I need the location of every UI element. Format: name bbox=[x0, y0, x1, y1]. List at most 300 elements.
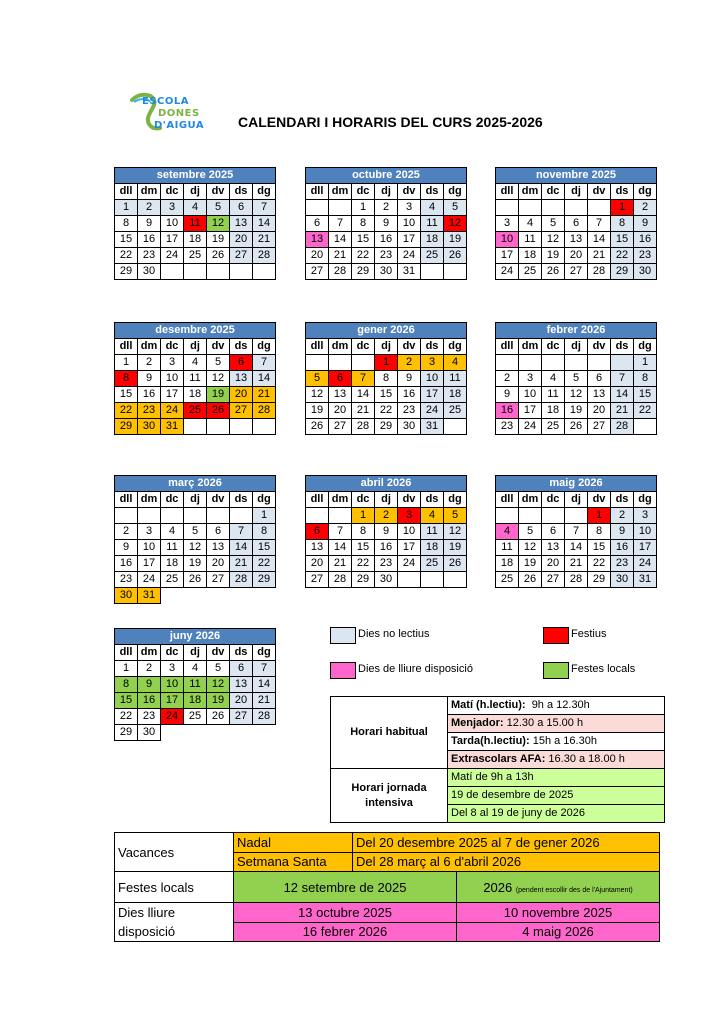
day-cell bbox=[161, 264, 184, 280]
day-cell: 13 bbox=[306, 540, 329, 556]
day-cell: 20 bbox=[329, 403, 352, 419]
weekday-header: dm bbox=[329, 184, 352, 200]
day-cell: 4 bbox=[542, 371, 565, 387]
day-cell: 1 bbox=[115, 355, 138, 371]
day-cell: 24 bbox=[161, 248, 184, 264]
day-cell: 15 bbox=[115, 387, 138, 403]
day-cell: 17 bbox=[161, 693, 184, 709]
day-cell: 22 bbox=[352, 248, 375, 264]
day-cell: 25 bbox=[444, 403, 467, 419]
weekday-header: dg bbox=[253, 645, 276, 661]
day-cell: 10 bbox=[398, 216, 421, 232]
day-cell bbox=[115, 508, 138, 524]
day-cell: 29 bbox=[115, 725, 138, 741]
weekday-header: dv bbox=[398, 339, 421, 355]
day-cell: 30 bbox=[115, 588, 138, 604]
day-cell: 29 bbox=[115, 264, 138, 280]
day-cell: 22 bbox=[611, 248, 634, 264]
day-cell: 1 bbox=[634, 355, 657, 371]
month-calendar bbox=[114, 322, 276, 435]
day-cell: 8 bbox=[375, 371, 398, 387]
day-cell: 20 bbox=[207, 556, 230, 572]
day-cell: 4 bbox=[421, 200, 444, 216]
day-cell: 16 bbox=[634, 232, 657, 248]
day-cell bbox=[565, 200, 588, 216]
day-cell: 26 bbox=[565, 419, 588, 435]
horari-intensiva-label: Horari jornada intensiva bbox=[331, 769, 448, 823]
day-cell: 16 bbox=[138, 232, 161, 248]
day-cell bbox=[565, 508, 588, 524]
day-cell: 5 bbox=[565, 371, 588, 387]
summary-table bbox=[114, 832, 660, 942]
day-cell: 21 bbox=[352, 403, 375, 419]
weekday-header: ds bbox=[230, 184, 253, 200]
lliure-1: 13 octubre 2025 bbox=[234, 903, 457, 923]
weekday-header: ds bbox=[421, 339, 444, 355]
day-cell: 21 bbox=[588, 248, 611, 264]
day-cell bbox=[329, 200, 352, 216]
day-cell: 17 bbox=[161, 387, 184, 403]
day-cell: 22 bbox=[352, 556, 375, 572]
weekday-header: ds bbox=[611, 339, 634, 355]
day-cell: 23 bbox=[634, 248, 657, 264]
weekday-header: dm bbox=[329, 339, 352, 355]
day-cell: 20 bbox=[565, 248, 588, 264]
month-calendar bbox=[114, 628, 276, 741]
legend-label-lliure: Dies de lliure disposició bbox=[358, 663, 473, 675]
weekday-header: dm bbox=[138, 339, 161, 355]
day-cell bbox=[207, 264, 230, 280]
weekday-header: dm bbox=[138, 645, 161, 661]
day-cell: 23 bbox=[138, 709, 161, 725]
day-cell: 23 bbox=[375, 248, 398, 264]
weekday-header: dc bbox=[542, 492, 565, 508]
weekday-header: dj bbox=[184, 645, 207, 661]
day-cell: 18 bbox=[184, 232, 207, 248]
day-cell: 27 bbox=[230, 709, 253, 725]
day-cell: 6 bbox=[306, 216, 329, 232]
day-cell: 23 bbox=[115, 572, 138, 588]
day-cell: 12 bbox=[207, 216, 230, 232]
intensiva-1: Matí de 9h a 13h bbox=[448, 769, 665, 787]
day-cell: 19 bbox=[207, 387, 230, 403]
month-title: gener 2026 bbox=[306, 323, 467, 339]
month-title: octubre 2025 bbox=[306, 168, 467, 184]
day-cell: 13 bbox=[230, 677, 253, 693]
month-calendar bbox=[305, 167, 467, 280]
day-cell: 1 bbox=[352, 200, 375, 216]
day-cell: 7 bbox=[253, 355, 276, 371]
day-cell: 15 bbox=[115, 232, 138, 248]
day-cell: 17 bbox=[398, 232, 421, 248]
day-cell: 16 bbox=[138, 387, 161, 403]
day-cell: 29 bbox=[588, 572, 611, 588]
day-cell: 12 bbox=[306, 387, 329, 403]
legend-label-festius: Festius bbox=[571, 628, 607, 640]
day-cell: 25 bbox=[184, 248, 207, 264]
day-cell: 4 bbox=[421, 508, 444, 524]
day-cell: 26 bbox=[184, 572, 207, 588]
day-cell: 6 bbox=[230, 661, 253, 677]
month-title: març 2026 bbox=[115, 476, 276, 492]
day-cell: 24 bbox=[398, 248, 421, 264]
day-cell bbox=[306, 200, 329, 216]
intensiva-3: Del 8 al 19 de juny de 2026 bbox=[448, 805, 665, 823]
day-cell: 1 bbox=[352, 508, 375, 524]
day-cell: 18 bbox=[542, 403, 565, 419]
weekday-header: dv bbox=[588, 492, 611, 508]
day-cell: 11 bbox=[542, 387, 565, 403]
weekday-header: dg bbox=[253, 339, 276, 355]
day-cell: 14 bbox=[588, 232, 611, 248]
day-cell: 22 bbox=[588, 556, 611, 572]
weekday-header: dc bbox=[542, 184, 565, 200]
day-cell: 1 bbox=[115, 200, 138, 216]
day-cell: 2 bbox=[398, 355, 421, 371]
day-cell: 25 bbox=[542, 419, 565, 435]
horari-habitual-label: Horari habitual bbox=[331, 697, 448, 769]
day-cell: 19 bbox=[542, 248, 565, 264]
day-cell: 30 bbox=[375, 264, 398, 280]
day-cell: 16 bbox=[375, 540, 398, 556]
legend-label-no-lectius: Dies no lectius bbox=[358, 628, 430, 640]
day-cell: 18 bbox=[161, 556, 184, 572]
weekday-header: dc bbox=[161, 645, 184, 661]
day-cell: 11 bbox=[519, 232, 542, 248]
day-cell: 6 bbox=[230, 355, 253, 371]
day-cell: 10 bbox=[138, 540, 161, 556]
weekday-header: ds bbox=[421, 184, 444, 200]
day-cell: 18 bbox=[444, 387, 467, 403]
weekday-header: dj bbox=[184, 339, 207, 355]
day-cell: 3 bbox=[161, 200, 184, 216]
horari-menjador bbox=[448, 715, 665, 733]
day-cell: 12 bbox=[565, 387, 588, 403]
day-cell: 5 bbox=[542, 216, 565, 232]
month-calendar bbox=[495, 322, 657, 435]
day-cell: 17 bbox=[421, 387, 444, 403]
day-cell: 28 bbox=[230, 572, 253, 588]
day-cell: 3 bbox=[496, 216, 519, 232]
day-cell: 8 bbox=[115, 216, 138, 232]
day-cell: 2 bbox=[634, 200, 657, 216]
weekday-header: dll bbox=[115, 184, 138, 200]
day-cell: 7 bbox=[611, 371, 634, 387]
day-cell bbox=[184, 264, 207, 280]
day-cell: 9 bbox=[398, 371, 421, 387]
day-cell: 3 bbox=[138, 524, 161, 540]
day-cell bbox=[421, 264, 444, 280]
day-cell: 1 bbox=[253, 508, 276, 524]
day-cell: 29 bbox=[611, 264, 634, 280]
day-cell: 3 bbox=[519, 371, 542, 387]
day-cell: 11 bbox=[184, 677, 207, 693]
day-cell: 28 bbox=[253, 403, 276, 419]
day-cell bbox=[398, 572, 421, 588]
festes-local-1: 12 setembre de 2025 bbox=[234, 872, 457, 903]
day-cell bbox=[230, 419, 253, 435]
day-cell: 30 bbox=[138, 264, 161, 280]
day-cell: 6 bbox=[306, 524, 329, 540]
day-cell: 3 bbox=[161, 661, 184, 677]
day-cell: 10 bbox=[519, 387, 542, 403]
day-cell: 19 bbox=[444, 232, 467, 248]
legend-swatch-festius bbox=[543, 627, 569, 644]
day-cell bbox=[444, 572, 467, 588]
day-cell: 11 bbox=[496, 540, 519, 556]
day-cell: 14 bbox=[253, 677, 276, 693]
day-cell: 22 bbox=[253, 556, 276, 572]
school-logo bbox=[130, 92, 214, 136]
weekday-header: dc bbox=[352, 339, 375, 355]
day-cell: 22 bbox=[375, 403, 398, 419]
day-cell: 4 bbox=[184, 661, 207, 677]
day-cell bbox=[542, 200, 565, 216]
day-cell: 15 bbox=[375, 387, 398, 403]
day-cell: 4 bbox=[184, 200, 207, 216]
day-cell bbox=[634, 419, 657, 435]
day-cell: 13 bbox=[542, 540, 565, 556]
day-cell: 6 bbox=[230, 200, 253, 216]
day-cell: 30 bbox=[138, 419, 161, 435]
weekday-header: dll bbox=[115, 339, 138, 355]
weekday-header: dll bbox=[496, 184, 519, 200]
day-cell: 15 bbox=[253, 540, 276, 556]
day-cell: 25 bbox=[519, 264, 542, 280]
day-cell: 29 bbox=[253, 572, 276, 588]
weekday-header: dc bbox=[161, 492, 184, 508]
day-cell: 26 bbox=[306, 419, 329, 435]
day-cell: 3 bbox=[634, 508, 657, 524]
nadal-dates: Del 20 desembre 2025 al 7 de gener 2026 bbox=[353, 833, 660, 853]
extra-label: Extrascolars AFA: bbox=[451, 753, 546, 765]
day-cell: 24 bbox=[519, 419, 542, 435]
weekday-header: dll bbox=[115, 645, 138, 661]
weekday-header: dj bbox=[375, 339, 398, 355]
month-calendar bbox=[495, 475, 657, 588]
weekday-header: ds bbox=[230, 492, 253, 508]
day-cell bbox=[306, 355, 329, 371]
weekday-header: dg bbox=[253, 492, 276, 508]
day-cell: 3 bbox=[398, 200, 421, 216]
day-cell: 5 bbox=[519, 524, 542, 540]
day-cell: 2 bbox=[496, 371, 519, 387]
day-cell: 9 bbox=[375, 216, 398, 232]
day-cell: 1 bbox=[115, 661, 138, 677]
day-cell: 19 bbox=[444, 540, 467, 556]
day-cell: 15 bbox=[634, 387, 657, 403]
day-cell: 27 bbox=[230, 403, 253, 419]
month-title: desembre 2025 bbox=[115, 323, 276, 339]
tarda-label: Tarda(h.lectiu): bbox=[451, 735, 530, 747]
day-cell: 10 bbox=[398, 524, 421, 540]
weekday-header: ds bbox=[230, 339, 253, 355]
day-cell: 28 bbox=[588, 264, 611, 280]
day-cell: 16 bbox=[496, 403, 519, 419]
day-cell: 20 bbox=[306, 556, 329, 572]
day-cell: 2 bbox=[375, 508, 398, 524]
day-cell bbox=[184, 508, 207, 524]
day-cell: 20 bbox=[230, 693, 253, 709]
month-title: setembre 2025 bbox=[115, 168, 276, 184]
day-cell: 7 bbox=[253, 661, 276, 677]
day-cell: 19 bbox=[306, 403, 329, 419]
day-cell: 17 bbox=[496, 248, 519, 264]
day-cell: 22 bbox=[115, 709, 138, 725]
day-cell: 10 bbox=[496, 232, 519, 248]
day-cell: 9 bbox=[138, 677, 161, 693]
day-cell: 27 bbox=[230, 248, 253, 264]
day-cell: 22 bbox=[634, 403, 657, 419]
lliure-4: 4 maig 2026 bbox=[457, 922, 660, 942]
horari-extra bbox=[448, 751, 665, 769]
day-cell: 31 bbox=[161, 419, 184, 435]
day-cell: 8 bbox=[588, 524, 611, 540]
weekday-header: dc bbox=[161, 339, 184, 355]
weekday-header: dv bbox=[588, 184, 611, 200]
day-cell: 24 bbox=[398, 556, 421, 572]
weekday-header: dv bbox=[588, 339, 611, 355]
weekday-header: dj bbox=[375, 184, 398, 200]
day-cell: 24 bbox=[161, 709, 184, 725]
day-cell bbox=[161, 508, 184, 524]
day-cell: 28 bbox=[565, 572, 588, 588]
day-cell: 23 bbox=[611, 556, 634, 572]
month-calendar bbox=[114, 167, 276, 280]
day-cell: 20 bbox=[230, 232, 253, 248]
day-cell: 16 bbox=[115, 556, 138, 572]
day-cell: 25 bbox=[184, 403, 207, 419]
day-cell: 15 bbox=[115, 693, 138, 709]
day-cell: 5 bbox=[444, 508, 467, 524]
day-cell: 24 bbox=[496, 264, 519, 280]
day-cell: 6 bbox=[542, 524, 565, 540]
day-cell: 25 bbox=[496, 572, 519, 588]
weekday-header: dll bbox=[496, 339, 519, 355]
festes-local-2-note: (pendent escollir des de l'Ajuntament) bbox=[515, 886, 633, 894]
day-cell: 14 bbox=[611, 387, 634, 403]
weekday-header: dv bbox=[207, 645, 230, 661]
day-cell bbox=[184, 419, 207, 435]
day-cell: 5 bbox=[306, 371, 329, 387]
day-cell: 27 bbox=[306, 264, 329, 280]
weekday-header: dc bbox=[542, 339, 565, 355]
day-cell: 19 bbox=[565, 403, 588, 419]
day-cell bbox=[207, 508, 230, 524]
weekday-header: dll bbox=[496, 492, 519, 508]
day-cell bbox=[542, 508, 565, 524]
weekday-header: dll bbox=[306, 184, 329, 200]
weekday-header: dll bbox=[115, 492, 138, 508]
day-cell: 13 bbox=[329, 387, 352, 403]
day-cell: 7 bbox=[588, 216, 611, 232]
day-cell: 28 bbox=[329, 264, 352, 280]
day-cell: 10 bbox=[161, 216, 184, 232]
weekday-header: dv bbox=[398, 184, 421, 200]
day-cell: 27 bbox=[588, 419, 611, 435]
day-cell bbox=[253, 419, 276, 435]
day-cell: 21 bbox=[329, 248, 352, 264]
day-cell: 9 bbox=[611, 524, 634, 540]
day-cell bbox=[519, 200, 542, 216]
day-cell: 7 bbox=[352, 371, 375, 387]
day-cell: 12 bbox=[207, 677, 230, 693]
day-cell: 12 bbox=[519, 540, 542, 556]
day-cell: 28 bbox=[253, 248, 276, 264]
menjador-label: Menjador: bbox=[451, 717, 504, 729]
day-cell bbox=[306, 508, 329, 524]
day-cell: 21 bbox=[565, 556, 588, 572]
day-cell: 1 bbox=[375, 355, 398, 371]
day-cell: 24 bbox=[161, 403, 184, 419]
day-cell bbox=[352, 355, 375, 371]
day-cell: 10 bbox=[421, 371, 444, 387]
weekday-header: dg bbox=[634, 339, 657, 355]
day-cell: 27 bbox=[306, 572, 329, 588]
day-cell: 13 bbox=[230, 216, 253, 232]
day-cell: 12 bbox=[207, 371, 230, 387]
day-cell: 6 bbox=[565, 216, 588, 232]
page-title: CALENDARI I HORARIS DEL CURS 2025-2026 bbox=[238, 114, 543, 130]
day-cell: 14 bbox=[565, 540, 588, 556]
day-cell: 4 bbox=[519, 216, 542, 232]
day-cell: 28 bbox=[329, 572, 352, 588]
nadal-label: Nadal bbox=[234, 833, 353, 853]
logo-text-1: ESCOLA bbox=[142, 96, 189, 107]
day-cell: 26 bbox=[542, 264, 565, 280]
day-cell: 8 bbox=[352, 216, 375, 232]
horari-tarda bbox=[448, 733, 665, 751]
day-cell bbox=[421, 572, 444, 588]
weekday-header: dj bbox=[565, 184, 588, 200]
day-cell: 16 bbox=[375, 232, 398, 248]
day-cell: 10 bbox=[161, 677, 184, 693]
weekday-header: dll bbox=[306, 339, 329, 355]
day-cell: 7 bbox=[565, 524, 588, 540]
day-cell: 17 bbox=[519, 403, 542, 419]
day-cell: 8 bbox=[115, 677, 138, 693]
day-cell: 30 bbox=[634, 264, 657, 280]
day-cell: 2 bbox=[138, 200, 161, 216]
day-cell: 26 bbox=[207, 709, 230, 725]
day-cell: 4 bbox=[496, 524, 519, 540]
day-cell: 25 bbox=[161, 572, 184, 588]
day-cell: 11 bbox=[184, 371, 207, 387]
day-cell bbox=[444, 264, 467, 280]
day-cell: 11 bbox=[444, 371, 467, 387]
mati-value: 9h a 12.30h bbox=[531, 699, 590, 711]
month-title: maig 2026 bbox=[496, 476, 657, 492]
day-cell: 27 bbox=[329, 419, 352, 435]
month-calendar bbox=[114, 475, 276, 604]
day-cell: 9 bbox=[138, 216, 161, 232]
day-cell: 5 bbox=[444, 200, 467, 216]
day-cell: 9 bbox=[496, 387, 519, 403]
day-cell: 11 bbox=[161, 540, 184, 556]
logo-text-3: D'AIGUA bbox=[154, 120, 205, 131]
day-cell: 30 bbox=[375, 572, 398, 588]
day-cell bbox=[444, 419, 467, 435]
month-title: juny 2026 bbox=[115, 629, 276, 645]
day-cell: 22 bbox=[115, 403, 138, 419]
day-cell: 25 bbox=[184, 709, 207, 725]
day-cell: 9 bbox=[375, 524, 398, 540]
day-cell bbox=[138, 508, 161, 524]
weekday-header: dv bbox=[207, 492, 230, 508]
day-cell: 5 bbox=[184, 524, 207, 540]
day-cell bbox=[230, 508, 253, 524]
day-cell: 2 bbox=[611, 508, 634, 524]
